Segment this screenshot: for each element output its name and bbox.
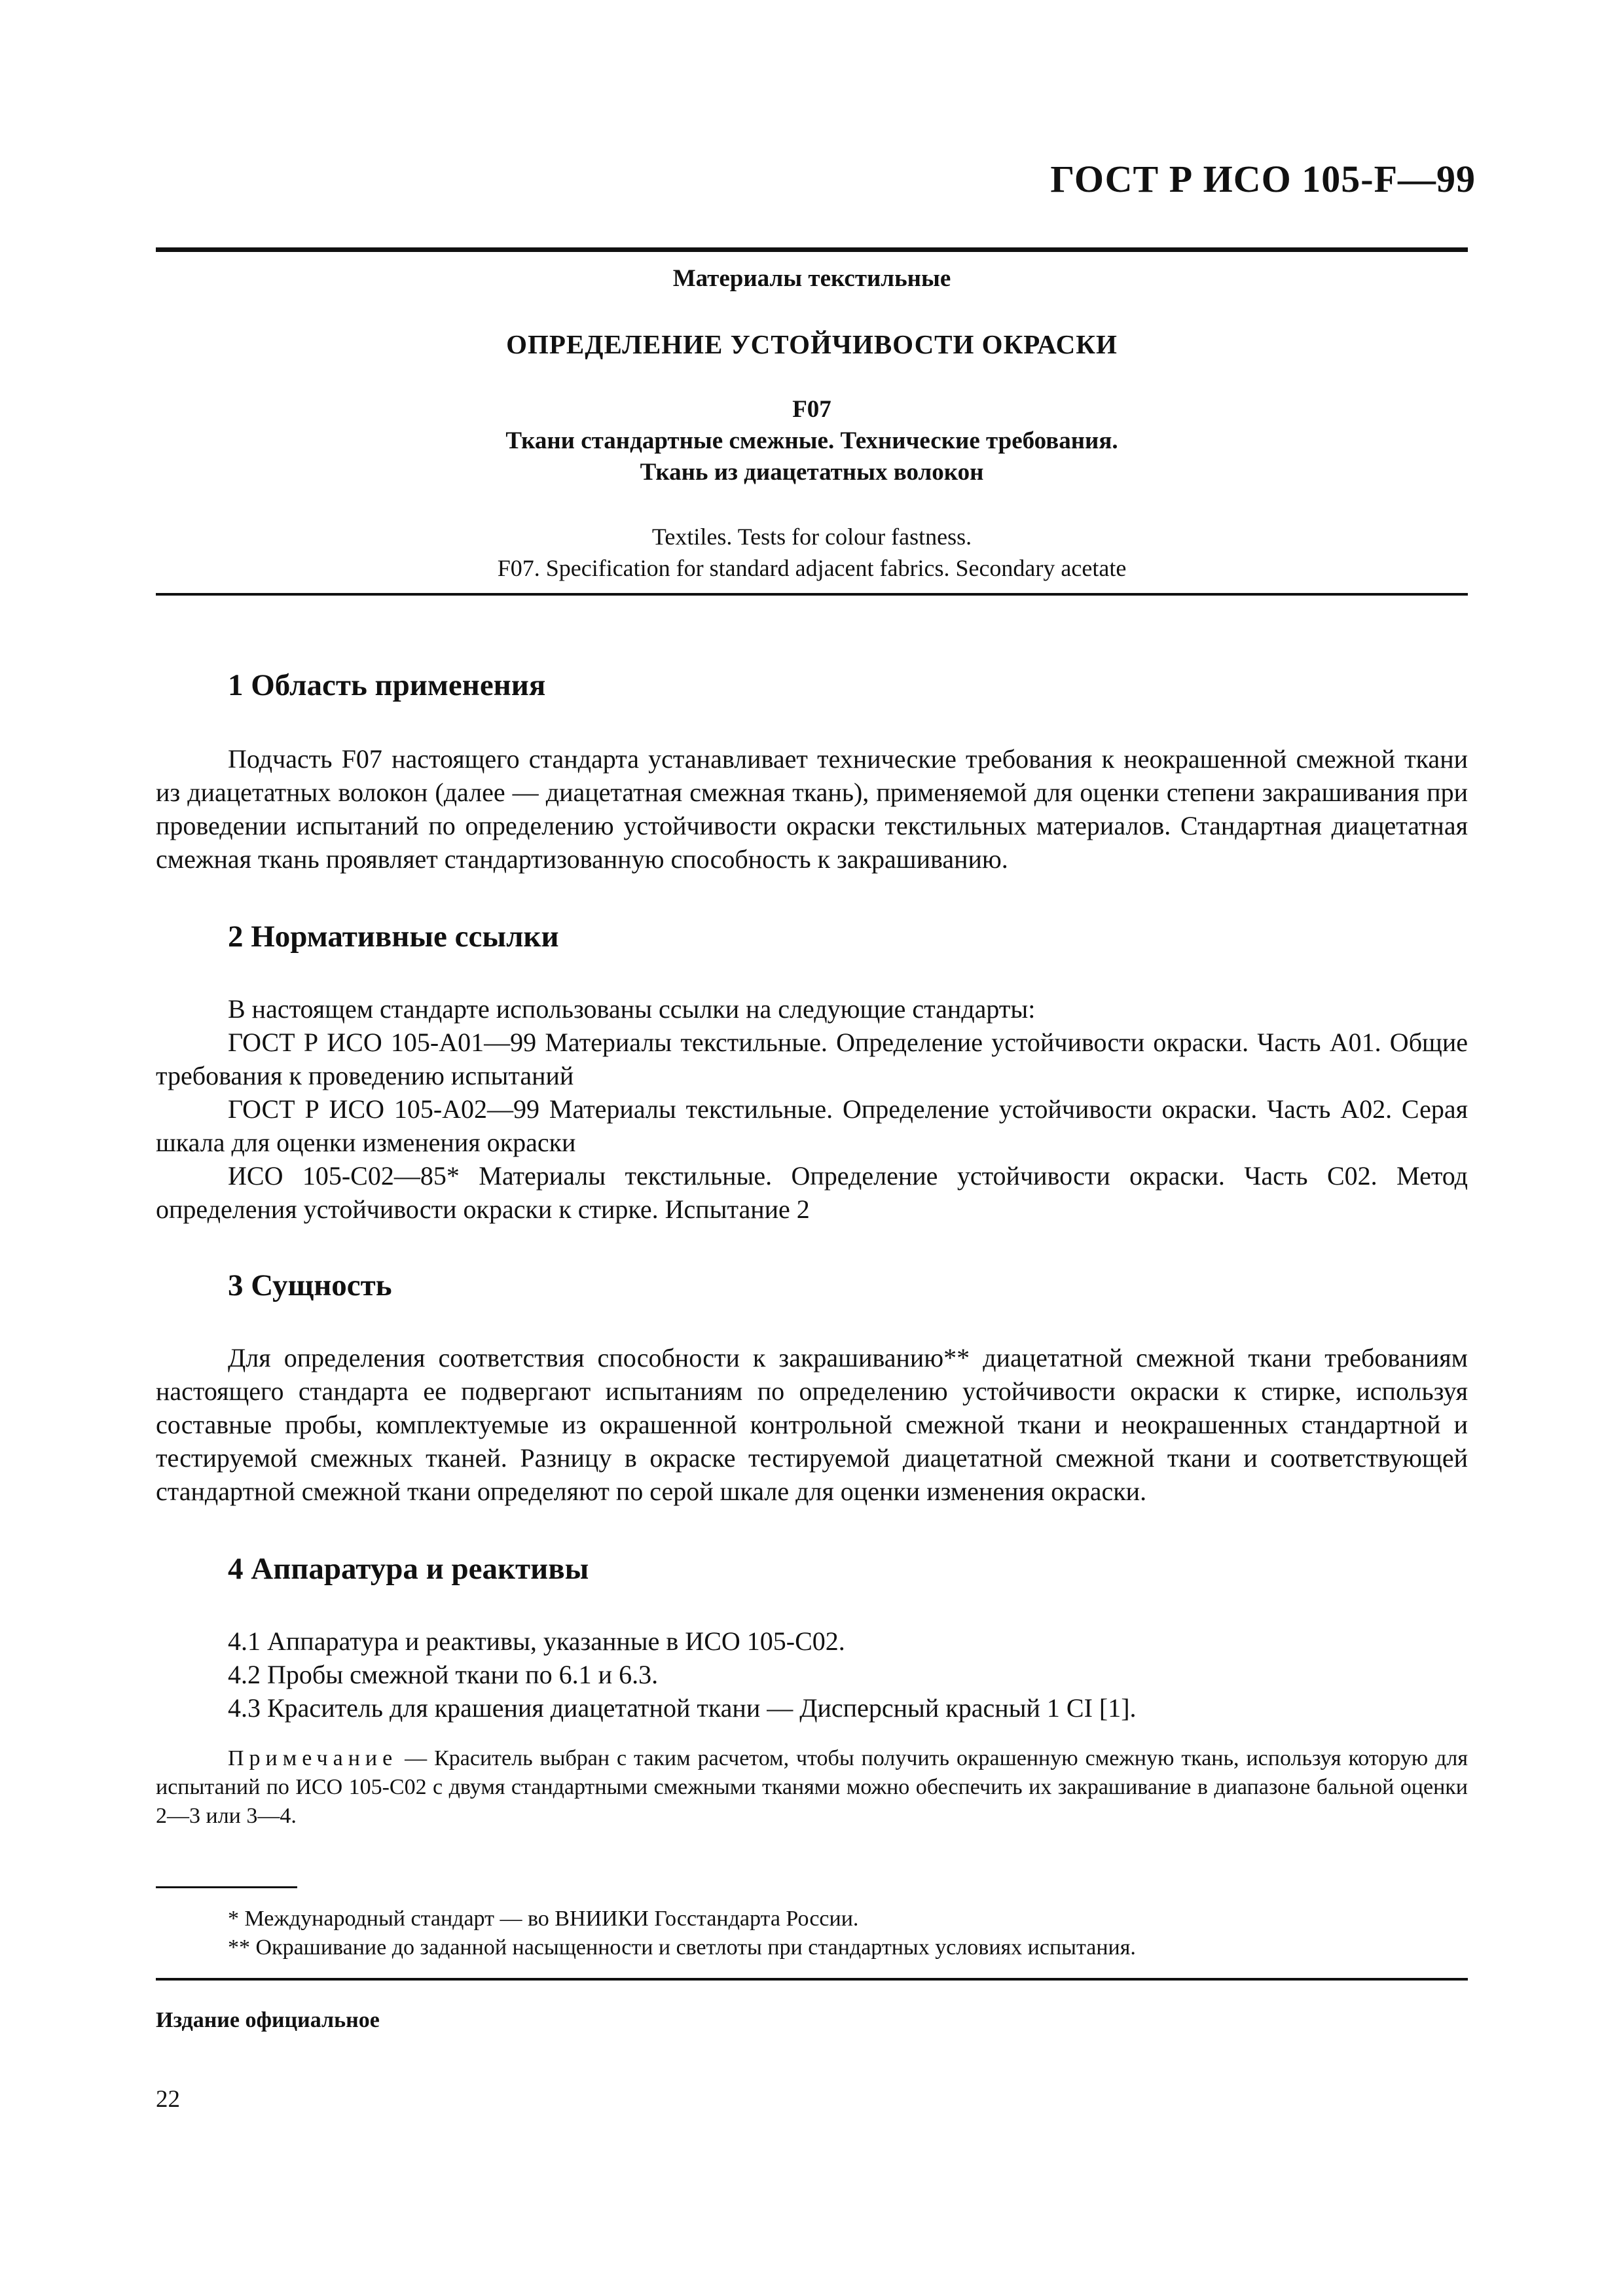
reference-item: ИСО 105-С02—85* Материалы текстильные. Определение устойчивости окраски. Часть С02. Метод определения устойчивости окраски к стирке. Испытание 2	[156, 1161, 1468, 1224]
section-scope	[156, 668, 1468, 876]
note-text: — Краситель выбран с таким расчетом, чтобы получить окрашенную смежную ткань, используя которую для испытаний по ИСО 105-С02 с двумя стандартными смежными тканями можно обеспечить их закрашивание в диапазоне бальной оценки 2—3 или 3—4.	[156, 1746, 1468, 1828]
footer-divider	[156, 1978, 1468, 1981]
page-number: 22	[156, 2086, 180, 2113]
document-title: ОПРЕДЕЛЕНИЕ УСТОЙЧИВОСТИ ОКРАСКИ	[506, 329, 1118, 359]
document-body	[156, 668, 1468, 1831]
part-title-line-1: Ткани стандартные смежные. Технические требования.	[505, 427, 1118, 454]
footnotes	[228, 1905, 1468, 1962]
part-code: F07	[792, 396, 831, 423]
paragraph: В настоящем стандарте использованы ссылки на следующие стандарты:	[228, 994, 1036, 1024]
edition-label: Издание официальное	[156, 2008, 380, 2032]
footnote: ** Окрашивание до заданной насыщенности и светлоты при стандартных условиях испытания.	[228, 1935, 1136, 1960]
list-item: 4.3 Краситель для крашения диацетатной ткани — Дисперсный красный 1 CI [1].	[228, 1693, 1137, 1723]
paragraph: Подчасть F07 настоящего стандарта устанавливает технические требования к неокрашенной смежной ткани из диацетатных волокон (далее — диацетатная смежная ткань), применяемой для оценки степени закрашивания при проведении испытаний по определению устойчивости окраски текстильных материалов. Стандартная диацетатная смежная ткань проявляет стандартизованную способность к закрашиванию.	[156, 744, 1468, 874]
footnote: * Международный стандарт — во ВНИИКИ Госстандарта России.	[228, 1907, 859, 1931]
part-title-block	[156, 394, 1468, 488]
english-title-line-2: F07. Specification for standard adjacent fabrics. Secondary acetate	[497, 555, 1127, 581]
list-item: 4.1 Аппаратура и реактивы, указанные в ИСО 105-С02.	[228, 1626, 845, 1656]
paragraph: Для определения соответствия способности к закрашиванию** диацетатной смежной ткани требованиям настоящего стандарта ее подвергают испытаниям по определению устойчивости окраски к стирке, используя составные пробы, комплектуемые из окрашенной контрольной смежной ткани и неокрашенных стандартной и тестируемой смежных тканей. Разницу в окраске тестируемой диацетатной смежной ткани и соответствующей стандартной смежной ткани определяют по серой шкале для оценки изменения окраски.	[156, 1343, 1468, 1506]
section-heading: 1 Область применения	[228, 668, 546, 702]
top-divider	[156, 247, 1468, 252]
section-essence	[156, 1268, 1468, 1508]
section-heading: 2 Нормативные ссылки	[228, 920, 559, 954]
standard-code: ГОСТ Р ИСО 105-F—99	[1050, 158, 1476, 200]
note	[156, 1744, 1468, 1831]
list-item: 4.2 Пробы смежной ткани по 6.1 и 6.3.	[228, 1660, 659, 1689]
english-title-line-1: Textiles. Tests for colour fastness.	[651, 524, 972, 550]
part-title-line-2: Ткань из диацетатных волокон	[640, 459, 984, 486]
footnote-divider	[156, 1886, 297, 1888]
reference-item: ГОСТ Р ИСО 105-А02—99 Материалы текстильные. Определение устойчивости окраски. Часть А02. Серая шкала для оценки изменения окраски	[156, 1094, 1468, 1157]
english-title-block	[156, 521, 1468, 584]
section-normative-references	[156, 919, 1468, 1226]
section-heading: 3 Сущность	[228, 1268, 392, 1302]
note-label: Примечание	[228, 1746, 398, 1770]
section-heading: 4 Аппаратура и реактивы	[228, 1552, 589, 1586]
section-apparatus	[156, 1551, 1468, 1831]
document-category: Материалы текстильные	[672, 265, 951, 292]
title-divider	[156, 593, 1468, 596]
reference-item: ГОСТ Р ИСО 105-А01—99 Материалы текстильные. Определение устойчивости окраски. Часть А01. Общие требования к проведению испытаний	[156, 1028, 1468, 1090]
